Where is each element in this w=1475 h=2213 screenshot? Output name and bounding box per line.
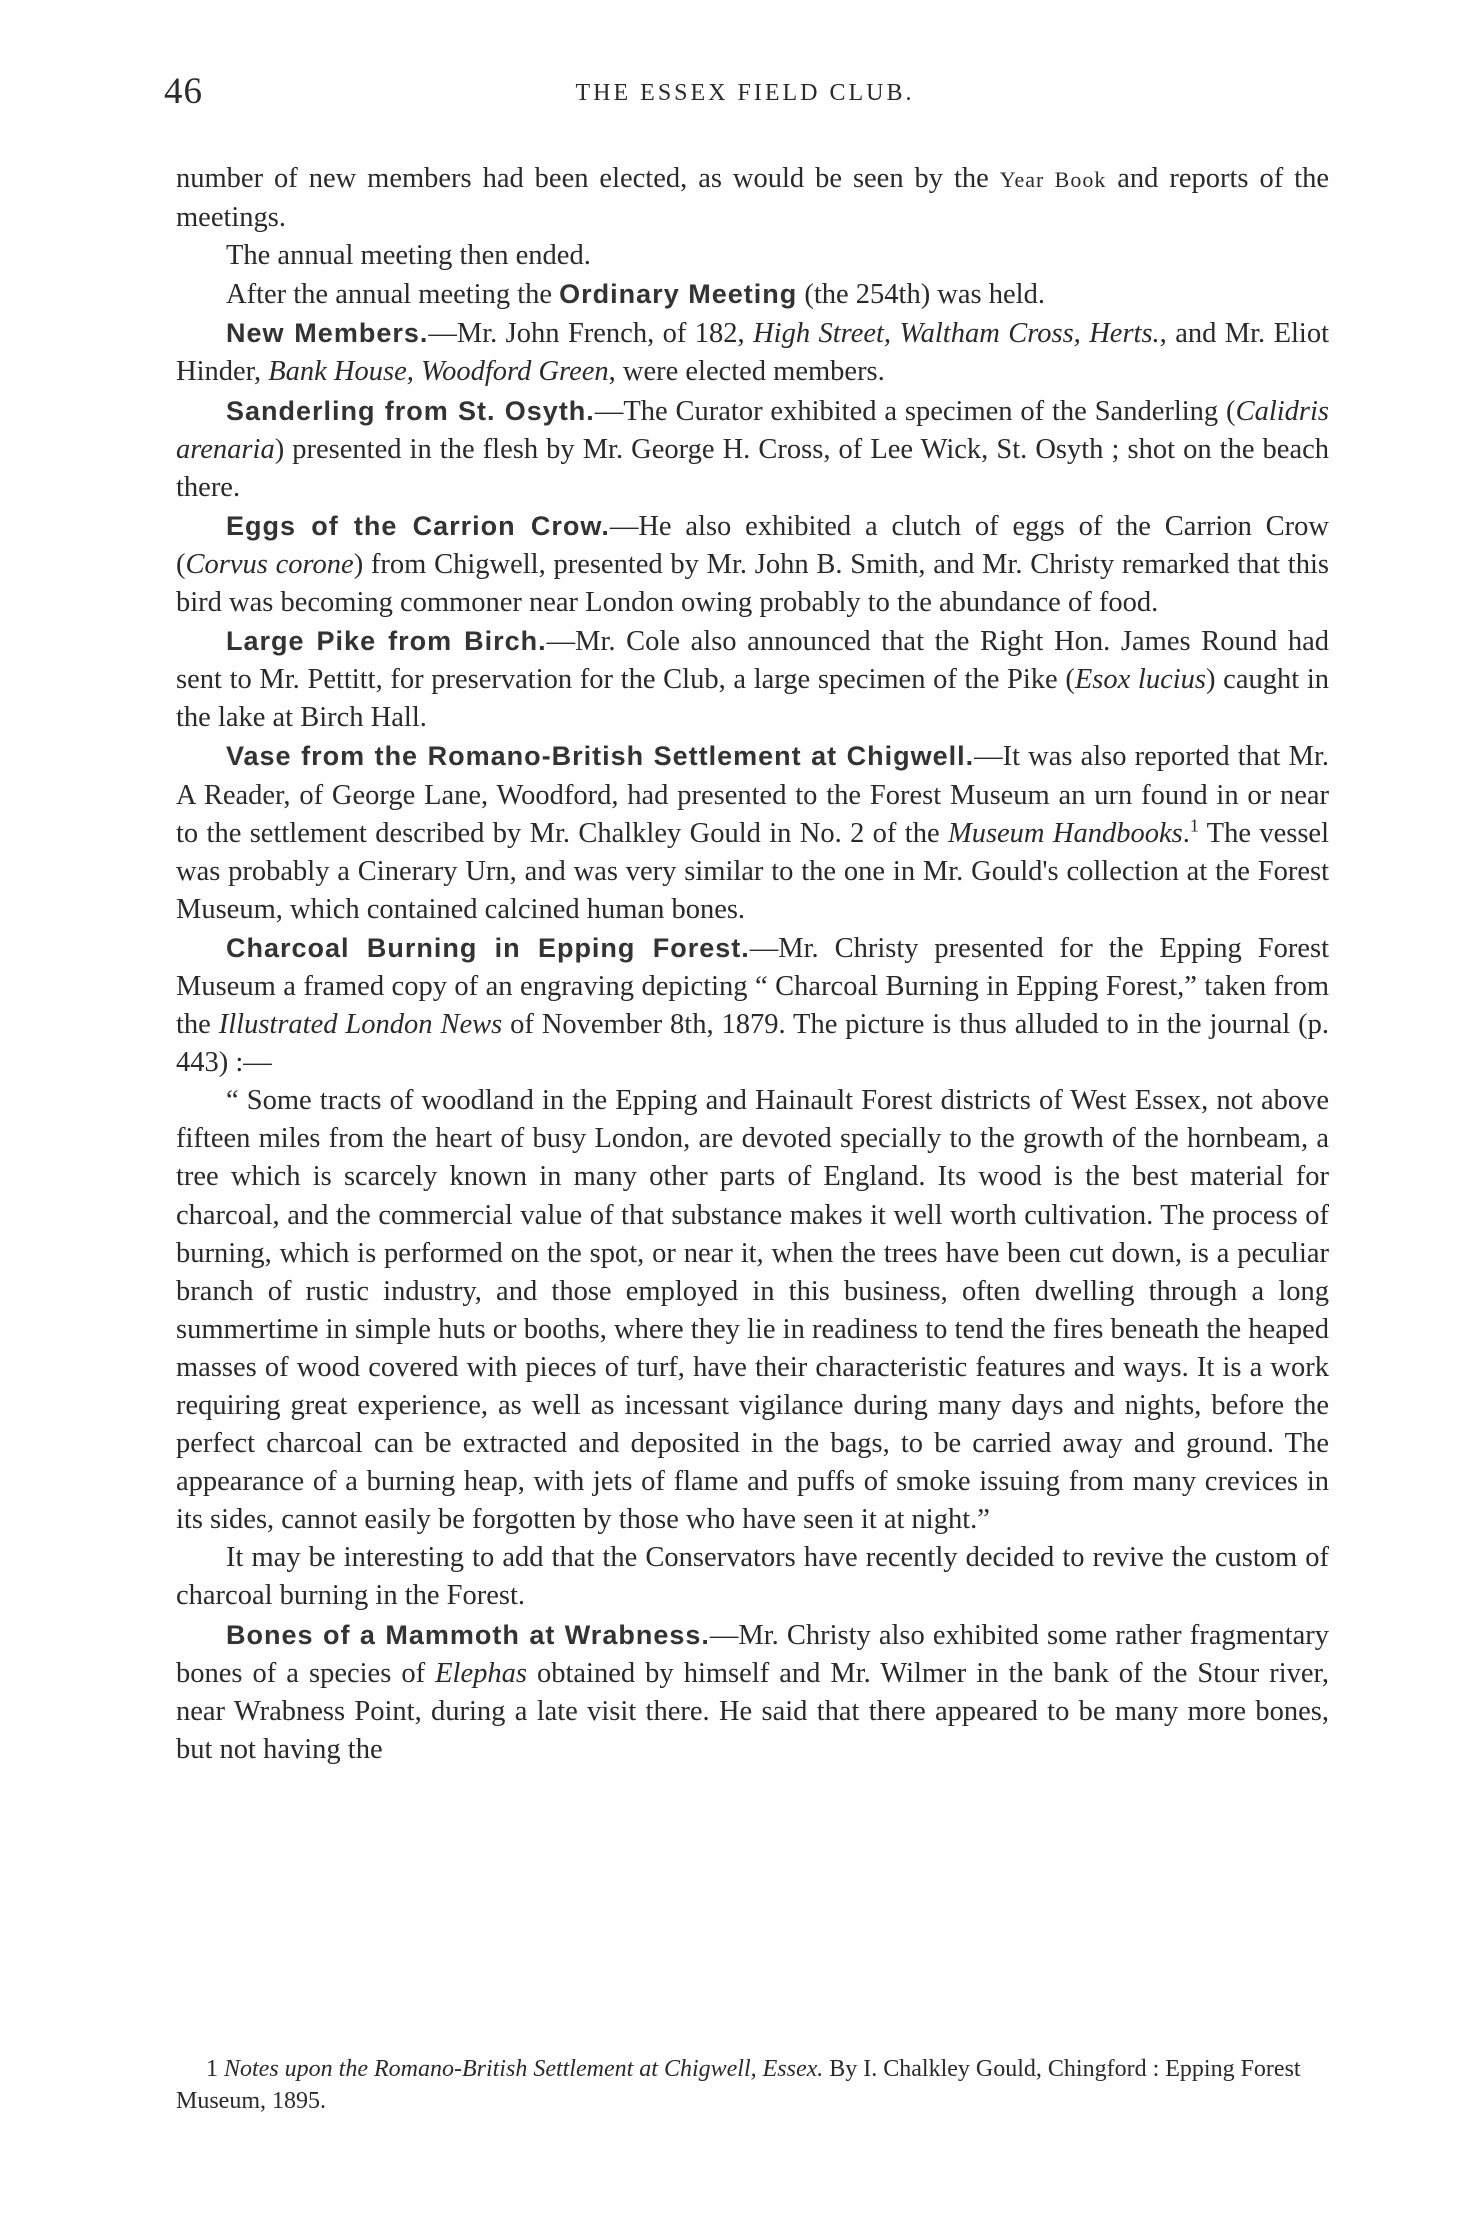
footnote-marker: 1	[206, 2056, 218, 2082]
text-run: number of new members had been elected, as would be seen by the	[176, 163, 1000, 194]
page-header	[160, 70, 1330, 120]
paragraph-romano-british-vase	[176, 737, 1329, 928]
text-run: .	[1182, 817, 1190, 849]
text-run: ) presented in the flesh by Mr. George H. Cross, of Lee Wick, St. Osyth ; shot on the beach there.	[176, 433, 1329, 503]
paragraph-members-elected	[176, 160, 1329, 237]
year-book-smallcaps: Year Book	[999, 167, 1107, 192]
paragraph-large-pike	[176, 622, 1329, 737]
text-run: —Mr. Christy presented for the Epping Forest Museum a framed copy of an engraving depicting “ Charcoal Burning in Epping Forest,” taken from the	[176, 932, 1329, 1041]
page-number: 46	[164, 71, 203, 112]
address-italic: Bank House, Woodford Green	[268, 356, 609, 388]
text-run: —Mr. Christy also exhibited some rather fragmentary bones of a species of	[176, 1619, 1330, 1689]
footnote-title: Notes upon the Romano-British Settlement at Chigwell, Essex.	[224, 2056, 824, 2082]
latin-name: Corvus corone	[185, 548, 354, 580]
text-run: , were elected members.	[608, 356, 885, 388]
large-pike-heading: Large Pike from Birch.	[226, 626, 547, 657]
text-run: obtained by himself and Mr. Wilmer in the bank of the Stour river, near Wrabness Point, during a late visit there. He said that there appeared to be many more bones, but not having the	[176, 1657, 1330, 1765]
paragraph-ordinary-meeting	[176, 275, 1329, 314]
text-run: —Mr. Cole also announced that the Right Hon. James Round had sent to Mr. Pettitt, for preservation for the Club, a large specimen of the Pike (	[176, 626, 1330, 696]
text-run: —It was also reported that Mr. A Reader, of George Lane, Woodford, had presented to the Forest Museum an urn found in or near to the settlement described by Mr. Chalkley Gould in No. 2 of the	[176, 741, 1329, 849]
ordinary-meeting-heading: Ordinary Meeting	[559, 279, 798, 310]
text-run: , and Mr. Eliot Hinder,	[176, 318, 1330, 388]
paragraph-carrion-crow	[176, 507, 1329, 622]
carrion-crow-heading: Eggs of the Carrion Crow.	[226, 510, 610, 541]
paragraph-quotation: “ Some tracts of woodland in the Epping and Hainault Forest districts of West Essex, not above fifteen miles from the heart of busy London, are devoted specially to the growth of the hornbeam, a tree which is scarcely known in many other parts of England. Its wood is the best material for charcoal, and the commercial value of that substance makes it well worth cultivation. The process of burning, which is performed on the spot, or near it, when the trees have been cut down, is a peculiar branch of rustic industry, and those employed in this business, often dwelling through a long summertime in simple huts or booths, where they lie in readiness to tend the fires beneath the heaped masses of wood covered with pieces of turf, have their characteristic features and ways. It is a work requiring great experience, as well as incessant vigilance during many days and nights, before the perfect charcoal can be extracted and deposited in the bags, to be carried away and ground. The appearance of a burning heap, with jets of flame and puffs of smoke issuing from many crevices in its sides, cannot easily be forgotten by those who have seen it at night.”	[176, 1085, 1329, 1536]
footnote-text: By I. Chalkley Gould, Chingford : Epping Forest Museum, 1895.	[176, 2056, 1301, 2114]
text-run: ) from Chigwell, presented by Mr. John B. Smith, and Mr. Christy remarked that this bird was becoming commoner near London owing probably to the abundance of food.	[176, 548, 1329, 619]
paragraph-charcoal-burning	[176, 929, 1329, 1082]
sanderling-heading: Sanderling from St. Osyth.	[226, 395, 595, 426]
text-run: and reports of the meetings.	[176, 163, 1329, 234]
latin-name: Esox lucius	[1074, 664, 1207, 696]
body-text	[176, 160, 1329, 1769]
paragraph-meeting-ended: The annual meeting then ended.	[226, 240, 591, 272]
new-members-heading: New Members.	[226, 318, 429, 349]
text-run: After the annual meeting the	[226, 279, 560, 311]
text-run: ) caught in the lake at Birch Hall.	[176, 664, 1329, 734]
latin-name: Elephas	[435, 1657, 527, 1689]
text-run: —Mr. John French, of 182,	[428, 318, 754, 350]
charcoal-burning-heading: Charcoal Burning in Epping Forest.	[226, 932, 750, 963]
running-head: THE ESSEX FIELD CLUB.	[575, 80, 915, 106]
text-run: of November 8th, 1879. The picture is thus alluded to in the journal (p. 443) :—	[176, 1009, 1329, 1079]
publication-title: Illustrated London News	[218, 1009, 503, 1041]
footnote	[176, 2053, 1329, 2117]
text-run: The vessel was probably a Cinerary Urn, and was very similar to the one in Mr. Gould's collection at the Forest Museum, which contained calcined human bones.	[176, 817, 1329, 925]
publication-title: Museum Handbooks	[947, 817, 1183, 849]
address-italic: High Street, Waltham Cross, Herts.	[753, 318, 1160, 350]
paragraph-conservators: It may be interesting to add that the Conservators have recently decided to revive the custom of charcoal burning in the Forest.	[176, 1542, 1329, 1612]
text-run: —The Curator exhibited a specimen of the Sanderling (	[594, 395, 1236, 427]
paragraph-mammoth-bones	[176, 1616, 1329, 1769]
mammoth-heading: Bones of a Mammoth at Wrabness.	[226, 1619, 710, 1650]
text-run: (the 254th) was held.	[797, 279, 1045, 311]
footnote-reference: 1	[1189, 815, 1199, 836]
text-run: —He also exhibited a clutch of eggs of the Carrion Crow (	[176, 510, 1329, 580]
vase-heading: Vase from the Romano-British Settlement at Chigwell.	[226, 741, 975, 772]
paragraph-new-members	[176, 314, 1329, 391]
paragraph-sanderling	[176, 392, 1329, 507]
latin-name: Calidris arenaria	[176, 395, 1330, 465]
